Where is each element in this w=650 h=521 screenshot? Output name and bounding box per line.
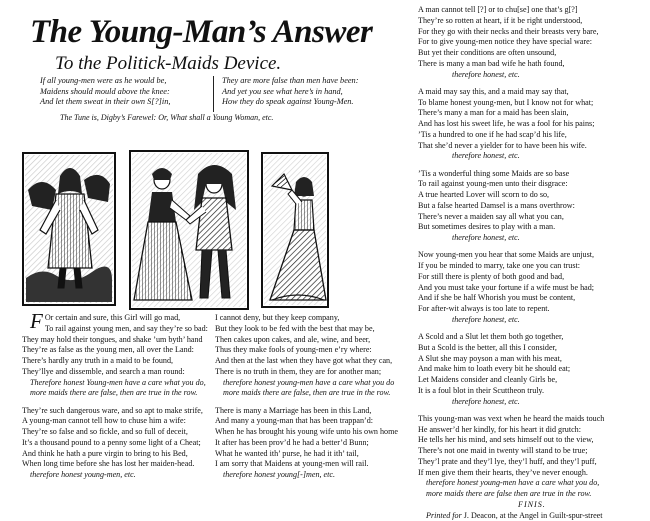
refrain-line: more maids there are false, then are true in the row. — [215, 388, 398, 399]
preface-right — [222, 76, 358, 108]
verse-line: I cannot deny, but they keep company, — [215, 313, 398, 324]
verse-line: Thus they make fools of young-men e’ry where: — [215, 345, 398, 356]
verse-line: To rail against young-men unto their disgrace: — [418, 179, 604, 190]
verse-line: A young-man cannot tell how to chuse him a wife: — [22, 416, 206, 427]
verse-line: They’l prate and they’l lye, they’l huff, and they’l puff, — [418, 457, 604, 468]
preface-line: And yet you see what here’s in hand, — [222, 87, 358, 98]
preface-line: How they do speak against Young-Men. — [222, 97, 358, 108]
verse-line: There’s many a man for a maid has been slain, — [418, 108, 604, 119]
verse-line: A Slut she may poyson a man with his meat, — [418, 354, 604, 365]
verse-line: They’re so false and so fickle, and so full of deceit, — [22, 427, 206, 438]
verse-line: For still there is plenty of both good and bad, — [418, 272, 604, 283]
verse-line: And make him to loath every bit he should eat; — [418, 364, 604, 375]
verse-line: If you be minded to marry, take one you can trust: — [418, 261, 604, 272]
tune-line: The Tune is, Digby’s Farewel: Or, What shall a Young Woman, etc. — [60, 113, 273, 122]
verse-line: It is a foul blot in their Scuttheon truly. — [418, 386, 604, 397]
verse-column-3 — [418, 5, 604, 521]
verse-line: He tells her his mind, and sets himself out to the view, — [418, 435, 604, 446]
verse-line: But yet their conditions are often unsound, — [418, 48, 604, 59]
refrain-line: more maids there are false, then are true in the row. — [22, 388, 206, 399]
verse-line: And you must take your fortune if a wife must be had; — [418, 283, 604, 294]
verse-line: And has lost his sweet life, he was a fool for his pains; — [418, 119, 604, 130]
verse-line: And then at the last when they have got what they can, — [215, 356, 398, 367]
verse-line: That she’d never a yielder for to have been his wife. — [418, 141, 604, 152]
verse-line: There is no truth in them, they are for another man; — [215, 367, 398, 378]
verse-line: They’re so rotten at heart, if it be right understood, — [418, 16, 604, 27]
imprint-printer: J. Deacon, at the Angel in Guilt-spur-street — [464, 511, 603, 520]
refrain-line: therefore honest, etc. — [418, 151, 604, 162]
verse-line: It’s a thousand pound to a penny some light of a Cheat; — [22, 438, 206, 449]
refrain-line: therefore honest young-men have a care what you do — [215, 378, 398, 389]
verse-line: A true hearted Lover will scorn to do so, — [418, 190, 604, 201]
verse-line: If men give them their hearts, they’ve never enough. — [418, 468, 604, 479]
verse-line: When he has brought his young wife unto his own home — [215, 427, 398, 438]
drop-cap: F — [30, 312, 43, 330]
verse-line: It after has been prov’d he had a better’d Bunn; — [215, 438, 398, 449]
refrain-line: therefore honest, etc. — [418, 397, 604, 408]
man-in-long-coat-woodcut — [23, 153, 115, 305]
verse-line: But a false hearted Damsel is a mans overthrow: — [418, 201, 604, 212]
verse-column-1 — [22, 313, 206, 481]
verse-line: But a Scold is the better, all this I consider, — [418, 343, 604, 354]
refrain-line: therefore honest young-men, etc. — [22, 470, 206, 481]
verse-line: And many a young-man that has been trappan’d: — [215, 416, 398, 427]
verse-line: A Scold and a Slut let them both go together, — [418, 332, 604, 343]
preface-line: They are more false than men have been: — [222, 76, 358, 87]
verse-line: They’re such dangerous ware, and so apt to make strife, — [22, 406, 206, 417]
preface-divider — [213, 76, 214, 112]
refrain-line: Therefore honest Young-men have a care what you do, — [22, 378, 206, 389]
refrain-line: therefore honest young-men have a care what you do, — [418, 478, 604, 489]
couple-woodcut — [130, 151, 248, 309]
woodcut-illustrations — [22, 150, 330, 310]
verse-line: Now young-men you hear that some Maids are unjust, — [418, 250, 604, 261]
verse-line: A man cannot tell [?] or to chu[se] one that’s g[?] — [418, 5, 604, 16]
verse-line: ’Tis a hundred to one if he had scap’d his life, — [418, 130, 604, 141]
refrain-line: therefore honest, etc. — [418, 315, 604, 326]
preface-line: Maidens should mould above the knee: — [40, 87, 170, 98]
verse-line: They’llye and dissemble, and search a man round: — [22, 367, 206, 378]
refrain-line: therefore honest, etc. — [418, 233, 604, 244]
preface-line: And let them sweat in their own S[?]in, — [40, 97, 170, 108]
refrain-line: therefore honest young[-]men, etc. — [215, 470, 398, 481]
verse-line: There is many a man bad wife he hath found, — [418, 59, 604, 70]
verse-column-2 — [215, 313, 398, 481]
refrain-line: more maids there are false then are true in the row. — [418, 489, 604, 500]
ballad-title: The Young-Man’s Answer — [30, 14, 410, 51]
verse-line: There’s never a maiden say all what you can, — [418, 212, 604, 223]
verse-line: A maid may say this, and a maid may say that, — [418, 87, 604, 98]
finis-label: FINIS. — [418, 500, 604, 511]
woman-with-fan-woodcut — [262, 153, 328, 307]
verse-line: There’s not one maid in twenty will stand to be true; — [418, 446, 604, 457]
verse-line: They’re as false as the young men, all over the Land: — [22, 345, 206, 356]
verse-line: For to give young-men notice they have special ware: — [418, 37, 604, 48]
verse-line: There is many a Marriage has been in this Land, — [215, 406, 398, 417]
verse-line: For after-wit always is too late to repent. — [418, 304, 604, 315]
verse-line: But sometimes desires to play with a man. — [418, 222, 604, 233]
imprint-prefix: Printed for — [426, 511, 462, 520]
verse-line: And think he hath a pure virgin to bring to his Bed, — [22, 449, 206, 460]
verse-line: They may hold their tongues, and shake ’um byth’ hand — [22, 335, 206, 346]
verse-line: For they go with their necks and their breasts very bare, — [418, 27, 604, 38]
verse-line: There’s hardly any truth in a maid to be found, — [22, 356, 206, 367]
verse-line: To blame honest young-men, but I know not for what; — [418, 98, 604, 109]
verse-line: But they look to be fed with the best that may be, — [215, 324, 398, 335]
verse-line: Let Maidens consider and cleanly Girls be, — [418, 375, 604, 386]
verse-line: He answer’d her kindly, for his heart it did grutch: — [418, 425, 604, 436]
verse-line: To rail against young men, and say they’re so bad: — [22, 324, 206, 335]
refrain-line: therefore honest, etc. — [418, 70, 604, 81]
verse-line: ’Tis a wonderful thing some Maids are so base — [418, 169, 604, 180]
verse-line: When long time before she has lost her maiden-head. — [22, 459, 206, 470]
verse-line: And if she be half Whorish you must be content, — [418, 293, 604, 304]
preface-left — [40, 76, 170, 108]
verse-line: Or certain and sure, this Girl will go mad, — [45, 313, 180, 322]
preface-line: If all young-men were as he would be, — [40, 76, 170, 87]
ballad-subtitle: To the Politick-Maids Device. — [55, 53, 395, 75]
verse-line: I am sorry that Maidens at young-men will rail. — [215, 459, 398, 470]
verse-line: Then cakes upon cakes, and ale, wine, and beer, — [215, 335, 398, 346]
verse-line: What he wanted ith’ purse, he had it ith’ tail, — [215, 449, 398, 460]
printer-imprint — [418, 511, 604, 521]
verse-line: This young-man was vext when he heard the maids touch — [418, 414, 604, 425]
